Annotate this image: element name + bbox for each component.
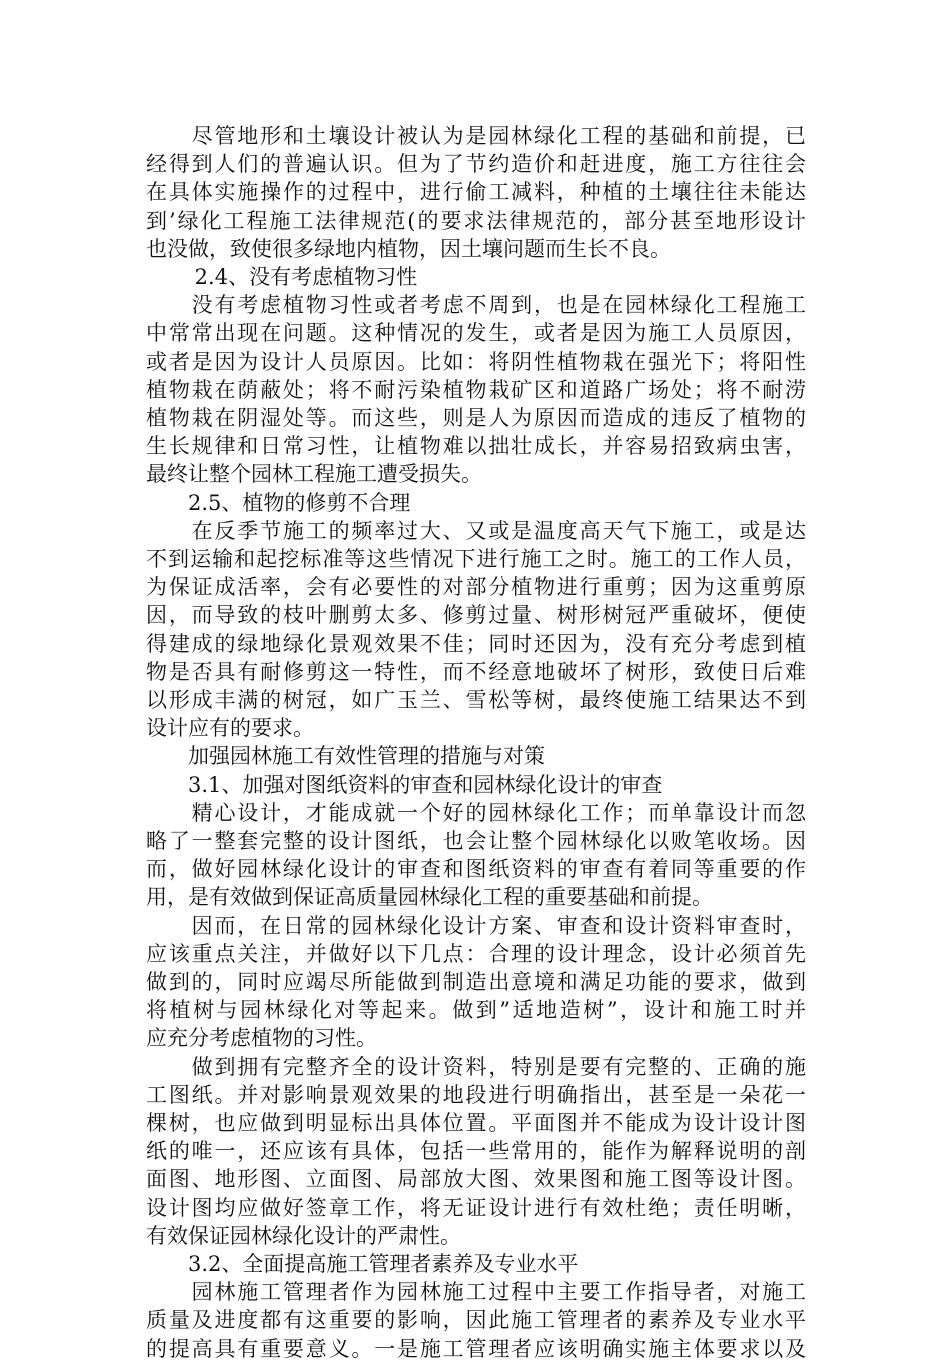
text-line: 略了一整套完整的设计图纸，也会让整个园林绿化以败笔收场。因 [146,829,806,853]
text-line: 用，是有效做到保证高质量园林绿化工程的重要基础和前提。 [146,885,713,910]
text-line: 应该重点关注，并做好以下几点：合理的设计理念，设计必须首先 [146,941,806,966]
text-line: 工图纸。并对影响景观效果的地段进行明确指出，甚至是一朵花一 [146,1082,806,1107]
section-heading: 2.4、没有考虑植物习性 [146,265,418,289]
text-line: 应充分考虑植物的习性。 [146,1026,377,1051]
text-line: 在反季节施工的频率过大、又或是温度高天气下施工，或是达 [146,518,806,543]
text-line: 园林施工管理者作为园林施工过程中主要工作指导者，对施工 [146,1280,806,1305]
text-line: 经得到人们的普遍认识。但为了节约造价和赶进度，施工方往往会 [146,152,806,177]
section-heading: 3.1、加强对图纸资料的审查和园林绿化设计的审查 [146,772,663,797]
text-line: 棵树，也应做到明显标出具体位置。平面图并不能成为设计设计图 [146,1111,806,1135]
text-line: 做到的，同时应竭尽所能做到制造出意境和满足功能的要求，做到 [146,970,806,994]
text-line: 将植树与园林绿化对等起来。做到”适地造树”，设计和施工时并 [146,998,806,1023]
text-line: 质量及进度都有这重要的影响，因此施工管理者的素养及专业水平 [146,1308,806,1333]
text-line: 的提高具有重要意义。一是施工管理者应该明确实施主体要求以及 [146,1336,806,1361]
text-line: 得建成的绿地绿化景观效果不佳；同时还因为，没有充分考虑到植 [146,631,806,656]
text-line: 面图、地形图、立面图、局部放大图、效果图和施工图等设计图。 [146,1167,806,1192]
text-line: 为保证成活率，会有必要性的对部分植物进行重剪；因为这重剪原 [146,575,806,600]
text-line: 不到运输和起挖标准等这些情况下进行施工之时。施工的工作人员， [146,547,806,571]
section-heading: 加强园林施工有效性管理的措施与对策 [146,744,545,769]
text-line: 纸的唯一，还应该有具体，包括一些常用的，能作为解释说明的剖 [146,1139,806,1164]
text-line: 最终让整个园林工程施工遭受损失。 [146,462,482,487]
text-line: 物是否具有耐修剪这一特性，而不经意地破坏了树形，致使日后难 [146,659,806,684]
text-line: 中常常出现在问题。这种情况的发生，或者是因为施工人员原因， [146,321,806,346]
text-line: 没有考虑植物习性或者考虑不周到，也是在园林绿化工程施工 [146,293,806,318]
text-line: 因，而导致的枝叶删剪太多、修剪过量、树形树冠严重破坏，便使 [146,603,806,628]
text-line: 做到拥有完整齐全的设计资料，特别是要有完整的、正确的施 [146,1054,806,1079]
text-line: 设计应有的要求。 [146,716,314,741]
section-heading: 3.2、全面提高施工管理者素养及专业水平 [146,1252,579,1276]
text-line: 生长规律和日常习性，让植物难以拙壮成长，并容易招致病虫害， [146,434,806,459]
text-line: 精心设计，才能成就一个好的园林绿化工作；而单靠设计而忽 [146,800,806,825]
text-line: 因而，在日常的园林绿化设计方案、审查和设计资料审查时， [146,913,806,938]
text-line: 设计图均应做好签章工作，将无证设计进行有效杜绝；责任明晰， [146,1195,806,1220]
text-line: 尽管地形和土壤设计被认为是园林绿化工程的基础和前提，已 [146,124,806,148]
text-line: 在具体实施操作的过程中，进行偷工减料，种植的土壤往往未能达 [146,180,806,205]
text-line: 以形成丰满的树冠，如广玉兰、雪松等树，最终使施工结果达不到 [146,688,806,712]
text-line: 植物栽在阴湿处等。而这些，则是人为原因而造成的违反了植物的 [146,406,806,430]
text-line: 或者是因为设计人员原因。比如：将阴性植物栽在强光下；将阳性 [146,349,806,374]
text-line: 而，做好园林绿化设计的审查和图纸资料的审查有着同等重要的作 [146,857,806,882]
section-heading: 2.5、植物的修剪不合理 [146,490,411,515]
text-line: 有效保证园林绿化设计的严肃性。 [146,1223,461,1248]
text-line: 到’绿化工程施工法律规范(的要求法律规范的，部分甚至地形设计 [146,208,806,233]
text-line: 也没做，致使很多绿地内植物，因土壤问题而生长不良。 [146,236,671,261]
text-line: 植物栽在荫蔽处；将不耐污染植物栽矿区和道路广场处；将不耐涝 [146,377,806,402]
